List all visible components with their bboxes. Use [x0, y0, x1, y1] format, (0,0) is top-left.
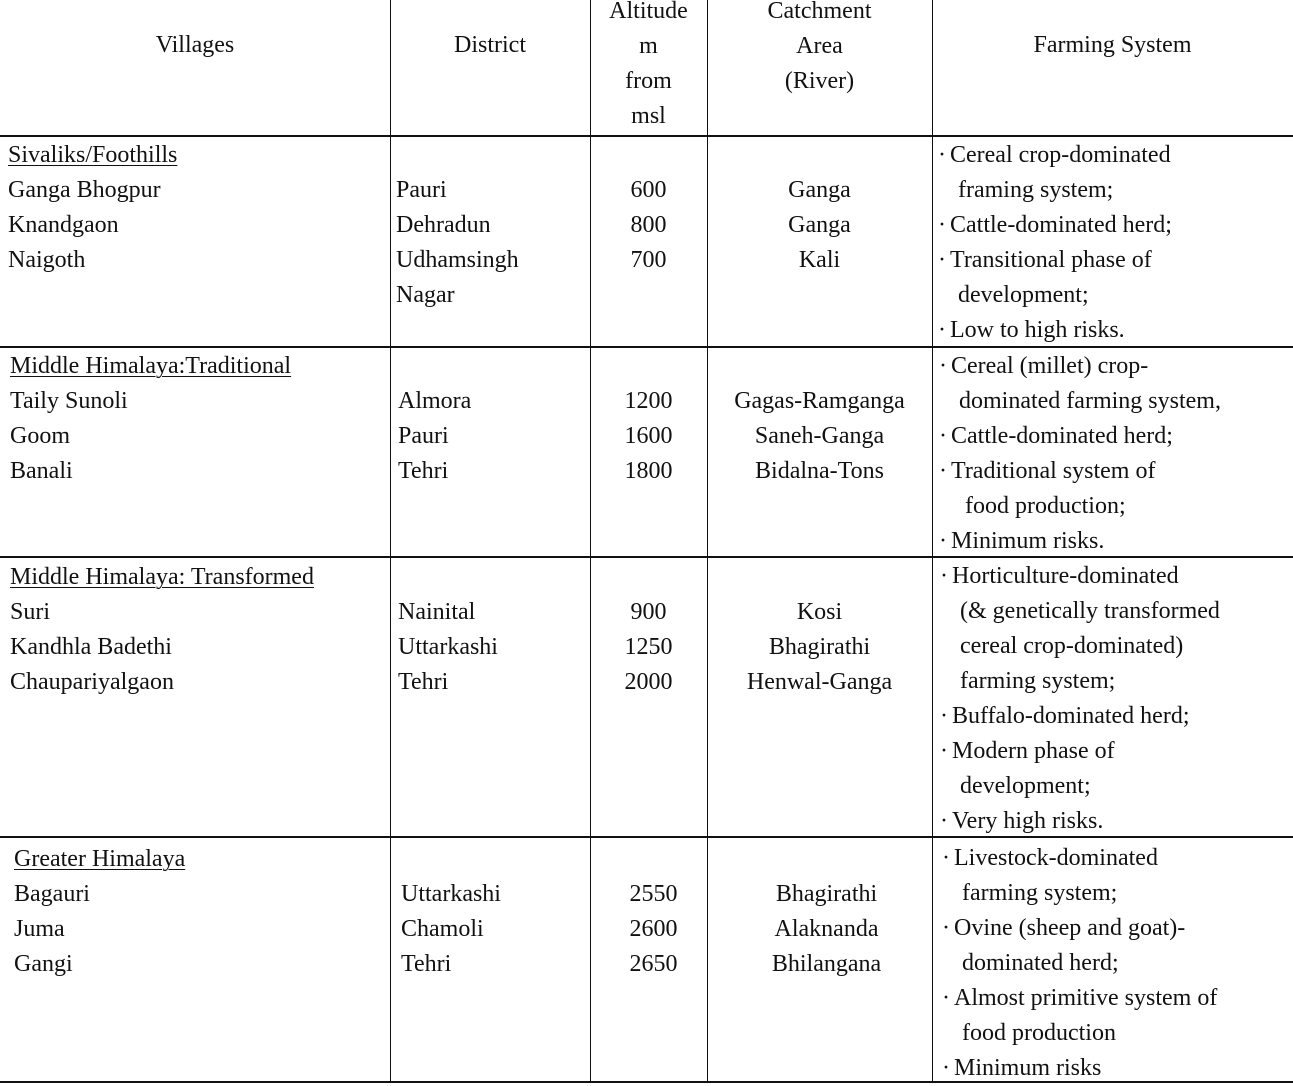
group-transformed-catchments: Kosi Bhagirathi Henwal-Ganga [746, 599, 893, 695]
group-transformed-villages: Middle Himalaya: Transformed Suri Kandhla Badethi Chaupariyalgaon [10, 560, 314, 700]
group-title: Middle Himalaya: Transformed [10, 564, 314, 590]
header-catchment: Catchment Area (River) [767, 0, 872, 94]
header-district: District [454, 32, 526, 58]
header-villages: Villages [155, 32, 235, 58]
group-greater-altitudes: 2550 2600 2650 [629, 881, 678, 977]
group-traditional-farming: · Cereal (millet) crop- dominated farming system, · Cattle-dominated herd; · Traditional system of food production; · Minimum risks. [939, 349, 1221, 559]
group-traditional-catchments: Gagas-Ramganga Saneh-Ganga Bidalna-Tons [734, 388, 905, 484]
group-transformed-farming: · Horticulture-dominated (& genetically transformed cereal crop-dominated) farming system; · Buffalo-dominated herd; · Modern phase of development; · Very high risks. [940, 559, 1220, 839]
group-greater-districts: Uttarkashi Chamoli Tehri [401, 881, 501, 977]
group-sivaliks-altitudes: 600 800 700 [630, 177, 667, 273]
group-greater-farming: · Livestock-dominated farming system; · Ovine (sheep and goat)- dominated herd; · Almost primitive system of food production · Minimum risks [942, 841, 1217, 1086]
group-traditional-villages: Middle Himalaya:Traditional Taily Sunoli Goom Banali [10, 349, 291, 489]
column-divider [390, 0, 391, 1083]
group-greater-villages: Greater Himalaya Bagauri Juma Gangi [14, 842, 185, 982]
group-title: Greater Himalaya [14, 846, 186, 872]
header-farming-system: Farming System [1033, 32, 1192, 58]
group-transformed-districts: Nainital Uttarkashi Tehri [398, 599, 498, 695]
header-altitude: Altitude m from msl [609, 0, 688, 129]
group-sivaliks-farming: · Cereal crop-dominated framing system; · Cattle-dominated herd; · Transitional phase of development; · Low to high risks. [938, 138, 1172, 348]
group-traditional-altitudes: 1200 1600 1800 [624, 388, 673, 484]
group-traditional-districts: Almora Pauri Tehri [398, 388, 472, 484]
group-title: Middle Himalaya:Traditional [10, 353, 292, 379]
group-sivaliks-districts: Pauri Dehradun Udhamsingh Nagar [396, 177, 519, 308]
group-greater-catchments: Bhagirathi Alaknanda Bhilangana [771, 881, 882, 977]
row-divider [0, 135, 1293, 137]
group-sivaliks-villages: Sivaliks/Foothills Ganga Bhogpur Knandgaon Naigoth [8, 138, 177, 278]
column-divider [590, 0, 591, 1083]
group-title: Sivaliks/Foothills [8, 142, 178, 168]
group-transformed-altitudes: 900 1250 2000 [624, 599, 673, 695]
group-sivaliks-catchments: Ganga Ganga Kali [788, 177, 851, 273]
